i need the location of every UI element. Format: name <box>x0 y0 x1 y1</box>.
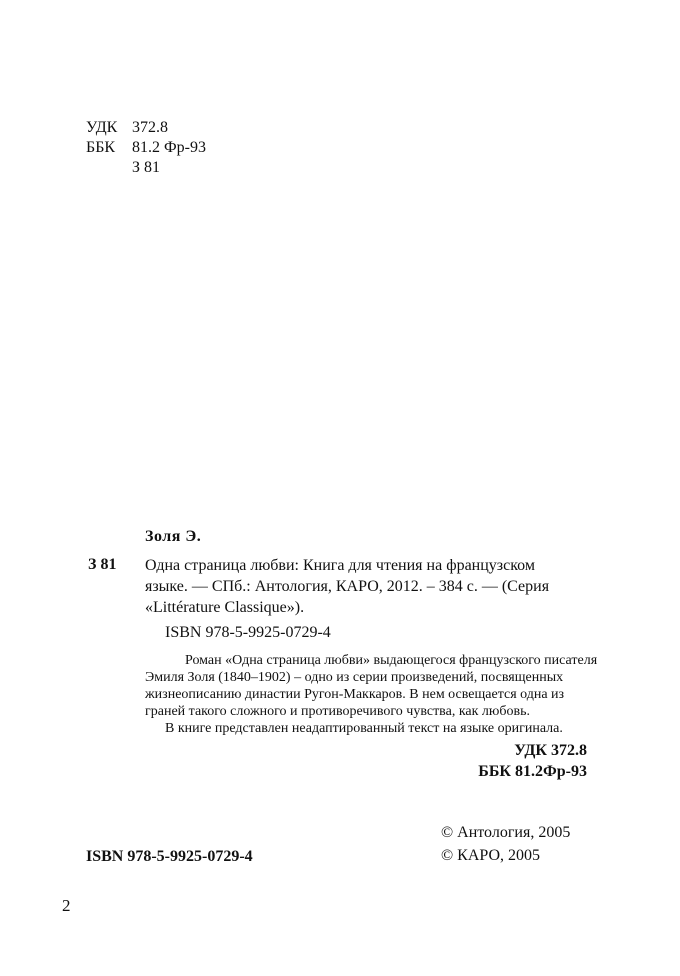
card-author-mark: З 81 <box>88 556 117 573</box>
card-udk: УДК 372.8 <box>514 742 587 759</box>
udk-top-value: 372.8 <box>132 119 168 136</box>
bottom-isbn: ISBN 978-5-9925-0729-4 <box>86 848 253 865</box>
annotation <box>145 652 598 737</box>
card-bbk: ББК 81.2Фр-93 <box>478 763 587 780</box>
card-isbn: ISBN 978-5-9925-0729-4 <box>165 624 331 641</box>
description-line: языке. — СПб.: Антология, КАРО, 2012. – 384 с. — (Серия <box>145 578 550 595</box>
description-line: «Littérature Classique»). <box>145 599 305 616</box>
author-mark-top: З 81 <box>132 159 161 176</box>
annotation-line: жизнеописанию династии Ругон-Маккаров. В нем освещается одна из <box>145 687 565 702</box>
bbk-top-value: 81.2 Фр-93 <box>132 139 206 156</box>
copyright-line: © КАРО, 2005 <box>441 847 541 864</box>
annotation-line: граней такого сложного и противоречивого чувства, как любовь. <box>145 704 530 719</box>
udk-top <box>86 118 168 138</box>
card-author: Золя Э. <box>145 528 202 545</box>
bibliographic-description <box>145 555 585 618</box>
description-line: Одна страница любви: Книга для чтения на французском <box>145 557 535 574</box>
annotation-line: Роман «Одна страница любви» выдающегося французского писателя <box>185 653 598 668</box>
page-number: 2 <box>62 896 71 915</box>
bbk-top-label: ББК <box>86 139 116 156</box>
annotation-line: В книге представлен неадаптированный текст на языке оригинала. <box>165 721 563 736</box>
annotation-line: Эмиля Золя (1840–1902) – одно из серии произведений, посвященных <box>145 670 564 685</box>
udk-top-label: УДК <box>86 119 118 136</box>
bbk-top <box>86 138 206 158</box>
copyright-line: © Антология, 2005 <box>441 824 571 841</box>
